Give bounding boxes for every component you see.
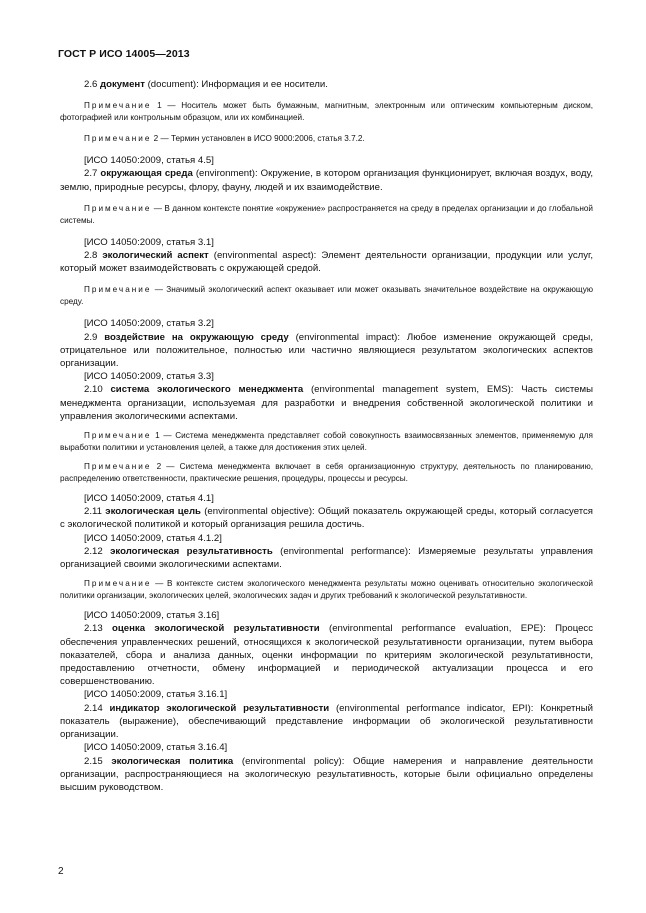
note-2-10-1: Примечание 1 — Система менеджмента представляет собой совокупность взаимосвязанных элементов, применяемую для выработки политики и установления целей, а также для достижения этих целей.	[60, 431, 593, 453]
term-2-13: 2.13 оценка экологической результативности (environmental performance evaluation, EPE): Процесс обеспечения управленческих решений, относящихся к экологической результативности организации, путем выбора показателей, сбора и анализа данных, оценки информации по критериям экологической результативности, предоставлению отчетности, обмену информацией и периодической актуализации процесса и его совершенствованию.	[60, 623, 594, 688]
term-name: документ	[100, 79, 145, 90]
document-body	[60, 78, 593, 794]
document-header: ГОСТ Р ИСО 14005—2013	[58, 48, 190, 60]
reference-2-8: [ИСО 14050:2009, статья 3.2]	[84, 318, 214, 330]
term-2-12: 2.12 экологическая результативность (environmental performance): Измеряемые результаты управления организацией своими экологическими аспектами.	[60, 545, 594, 571]
page-number: 2	[58, 866, 64, 877]
reference-2-13: [ИСО 14050:2009, статья 3.16.1]	[84, 689, 228, 701]
term-2-9: 2.9 воздействие на окружающую среду (environmental impact): Любое изменение окружающей среды, отрицательное или положительное, полностью или частично являющиеся результатом экологических аспектов организации.	[60, 331, 593, 370]
term-2-11: 2.11 экологическая цель (environmental objective): Общий показатель окружающей среды, который согласуется с экологической политикой и который организация решила достичь.	[60, 506, 593, 531]
term-name: экологическая политика	[111, 755, 234, 767]
note-2-8: Примечание — Значимый экологический аспект оказывает или может оказывать значительное воздействие на окружающую среду.	[60, 285, 593, 307]
term-name: оценка экологической результативности	[112, 623, 320, 635]
term-name: экологический аспект	[102, 250, 209, 262]
term-name: экологическая цель	[105, 506, 201, 518]
note-2-6-1: Примечание 1 — Носитель может быть бумажным, магнитным, электронным или оптическим компьютерным диском, фотографией или контрольным образцом, или их комбинацией.	[60, 101, 593, 123]
term-2-10: 2.10 система экологического менеджмента (environmental management system, EMS): Часть системы менеджмента организации, используемая для разработки и внедрения собственной экологической политики и управления экологическими аспектами.	[60, 384, 593, 422]
reference-2-14: [ИСО 14050:2009, статья 3.16.4]	[84, 742, 228, 754]
reference-2-7: [ИСО 14050:2009, статья 3.1]	[84, 236, 214, 248]
term-2-8: 2.8 экологический аспект (environmental aspect): Элемент деятельности организации, продукции или услуг, который может взаимодействовать с окружающей средой.	[60, 250, 594, 275]
reference-2-10: [ИСО 14050:2009, статья 4.1]	[84, 493, 214, 505]
reference-2-11: [ИСО 14050:2009, статья 4.1.2]	[84, 532, 222, 544]
note-2-12: Примечание — В контексте систем экологического менеджмента результаты можно оценивать относительно экологической политики организации, экологических целей, экологических задач и других требований к экологической результативности.	[60, 579, 593, 601]
note-2-7: Примечание — В данном контексте понятие «окружение» распространяется на среду в пределах организации и до глобальной системы.	[60, 203, 593, 225]
term-name: окружающая среда	[100, 168, 193, 180]
term-name: индикатор экологической результативности	[109, 702, 330, 714]
note-2-6-2: Примечание 2 — Термин установлен в ИСО 9000:2006, статья 3.7.2.	[84, 134, 365, 144]
term-2-6: 2.6 документ (document): Информация и ее носители.	[84, 79, 328, 90]
term-2-7: 2.7 окружающая среда (environment): Окружение, в котором организация функционирует, включая воздух, воду, землю, природные ресурсы, флору, фауну, людей и их взаимодействие.	[60, 168, 593, 193]
term-name: экологическая результативность	[110, 545, 273, 557]
term-name: система экологического менеджмента	[110, 384, 304, 396]
reference-2-6: [ИСО 14050:2009, статья 4.5]	[84, 155, 214, 167]
note-2-10-2: Примечание 2 — Система менеджмента включает в себя организационную структуру, деятельность по планированию, распределению ответственности, практические решения, процедуры, процессы и ресурсы.	[60, 462, 593, 484]
term-name: воздействие на окружающую среду	[104, 331, 289, 343]
reference-2-9: [ИСО 14050:2009, статья 3.3]	[84, 371, 214, 383]
term-2-14: 2.14 индикатор экологической результативности (environmental performance indicator, EPI): Конкретный показатель (выражение), обеспечивающий представление информации об экологической результативности организации.	[60, 702, 593, 741]
term-2-15: 2.15 экологическая политика (environmental policy): Общие намерения и направление деятельности организации, распространяющиеся на экологическую результативность, которые были официально определены высшим руководством.	[60, 755, 593, 793]
reference-2-12: [ИСО 14050:2009, статья 3.16]	[84, 610, 220, 622]
